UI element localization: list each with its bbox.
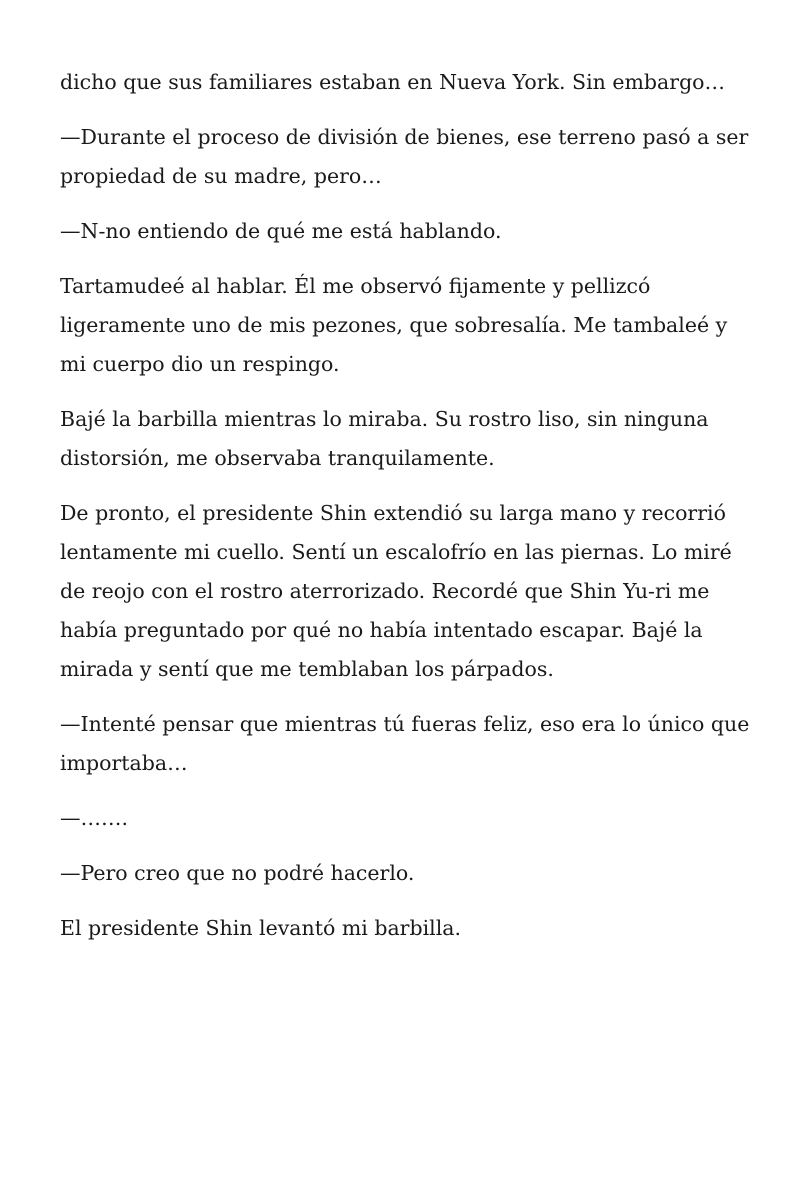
paragraph: De pronto, el presidente Shin extendió su larga mano y recorrió lentamente mi cuello. Sentí un escalofrío en las piernas. Lo miré de reojo con el rostro aterrorizado. Recordé que Shin Yu-ri me había preguntado por qué no había intentado escapar. Bajé la mirada y sentí que me temblaban los párpados. bbox=[60, 501, 732, 681]
paragraph: Bajé la barbilla mientras lo miraba. Su rostro liso, sin ninguna distorsión, me observaba tranquilamente. bbox=[60, 407, 709, 470]
paragraph: dicho que sus familiares estaban en Nueva York. Sin embargo… bbox=[60, 70, 726, 94]
paragraph: —Intenté pensar que mientras tú fueras feliz, eso era lo único que importaba… bbox=[60, 712, 750, 775]
paragraph: —……. bbox=[60, 806, 129, 830]
paragraph: —N-no entiendo de qué me está hablando. bbox=[60, 219, 502, 243]
paragraph: Tartamudeé al hablar. Él me observó fijamente y pellizcó ligeramente uno de mis pezones, que sobresalía. Me tambaleé y mi cuerpo dio un respingo. bbox=[60, 274, 728, 376]
paragraph: El presidente Shin levantó mi barbilla. bbox=[60, 916, 462, 940]
paragraph: —Durante el proceso de división de bienes, ese terreno pasó a ser propiedad de su madre, pero… bbox=[60, 125, 749, 188]
paragraph: —Pero creo que no podré hacerlo. bbox=[60, 861, 415, 885]
reading-page bbox=[60, 63, 750, 964]
